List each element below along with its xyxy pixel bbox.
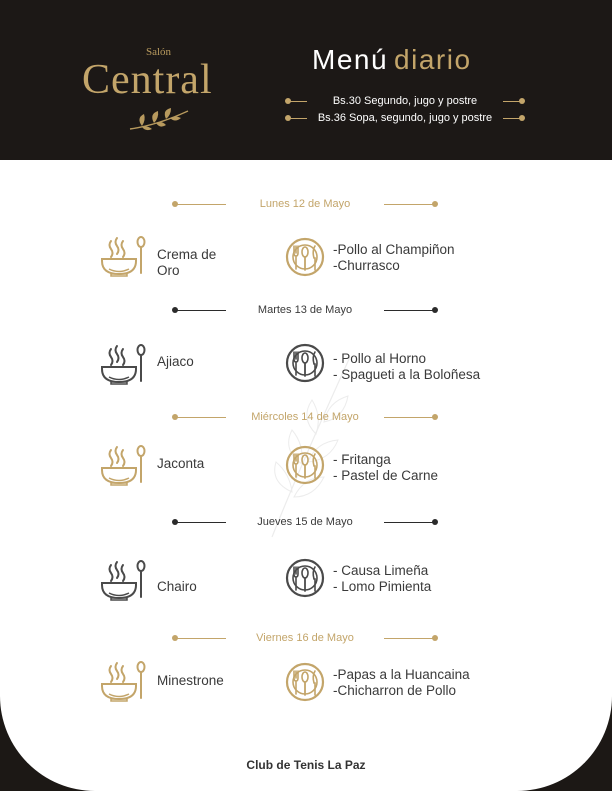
divider-rule bbox=[384, 417, 434, 418]
laurel-branch-icon bbox=[128, 105, 192, 133]
main-dish: - Fritanga bbox=[333, 452, 391, 467]
footer-club-name: Club de Tenis La Paz bbox=[246, 758, 366, 772]
main-dish: - Spagueti a la Boloñesa bbox=[333, 367, 481, 382]
price-text: Bs.36 Sopa, segundo, jugo y postre bbox=[317, 112, 493, 124]
main-dish: -Chicharron de Pollo bbox=[333, 683, 457, 698]
price-dot-right bbox=[519, 98, 525, 104]
main-dish: - Pollo al Horno bbox=[333, 351, 427, 366]
day-header-jueves bbox=[170, 514, 440, 530]
divider-dot bbox=[432, 201, 438, 207]
plate-cutlery-icon bbox=[285, 237, 325, 277]
main-dishes bbox=[333, 563, 431, 595]
soup-bowl-icon bbox=[100, 558, 148, 602]
main-dish: -Churrasco bbox=[333, 258, 400, 273]
soup-bowl-icon bbox=[100, 234, 148, 278]
plate-cutlery-icon bbox=[285, 662, 325, 702]
soup-name: Chairo bbox=[157, 579, 197, 594]
main-dish: - Causa Limeña bbox=[333, 563, 429, 578]
soup-name: Minestrone bbox=[157, 673, 224, 688]
day-header-viernes bbox=[170, 630, 440, 646]
title-main: Menú bbox=[312, 44, 389, 75]
logo-pre-text: Salón bbox=[146, 46, 172, 58]
divider-rule bbox=[384, 522, 434, 523]
price-line-1 bbox=[285, 94, 525, 108]
header bbox=[0, 0, 612, 160]
soup-name: Crema de Oro bbox=[157, 247, 217, 278]
day-label: Miércoles 14 de Mayo bbox=[251, 411, 359, 423]
day-header-lunes bbox=[170, 196, 440, 212]
soup-bowl-icon bbox=[100, 659, 148, 703]
soup-name: Ajiaco bbox=[157, 354, 194, 369]
menu-title bbox=[312, 44, 472, 76]
day-label: Jueves 15 de Mayo bbox=[257, 516, 353, 528]
soup-bowl-icon bbox=[100, 342, 148, 386]
main-dish: - Pastel de Carne bbox=[333, 468, 439, 483]
title-accent: diario bbox=[394, 44, 472, 75]
day-header-miercoles bbox=[170, 409, 440, 425]
plate-cutlery-icon bbox=[285, 558, 325, 598]
divider-dot bbox=[432, 635, 438, 641]
plate-cutlery-icon bbox=[285, 343, 325, 383]
price-line-2 bbox=[285, 111, 525, 125]
divider-rule bbox=[384, 638, 434, 639]
divider-rule bbox=[384, 310, 434, 311]
main-dishes bbox=[333, 667, 470, 699]
logo-name: Central bbox=[82, 57, 213, 103]
divider-dot bbox=[432, 307, 438, 313]
main-dishes bbox=[333, 242, 455, 274]
divider-dot bbox=[432, 414, 438, 420]
divider-rule bbox=[384, 204, 434, 205]
soup-name: Jaconta bbox=[157, 456, 205, 471]
main-dish: - Lomo Pimienta bbox=[333, 579, 432, 594]
price-text: Bs.30 Segundo, jugo y postre bbox=[332, 95, 478, 107]
day-label: Viernes 16 de Mayo bbox=[256, 632, 354, 644]
price-dot-right bbox=[519, 115, 525, 121]
divider-dot bbox=[432, 519, 438, 525]
main-dishes bbox=[333, 452, 438, 484]
plate-cutlery-icon bbox=[285, 445, 325, 485]
day-label: Martes 13 de Mayo bbox=[257, 304, 353, 316]
day-label: Lunes 12 de Mayo bbox=[259, 198, 351, 210]
main-dishes bbox=[333, 351, 480, 383]
soup-bowl-icon bbox=[100, 443, 148, 487]
main-dish: -Papas a la Huancaina bbox=[333, 667, 470, 682]
day-header-martes bbox=[170, 302, 440, 318]
main-dish: -Pollo al Champiñon bbox=[333, 242, 455, 257]
